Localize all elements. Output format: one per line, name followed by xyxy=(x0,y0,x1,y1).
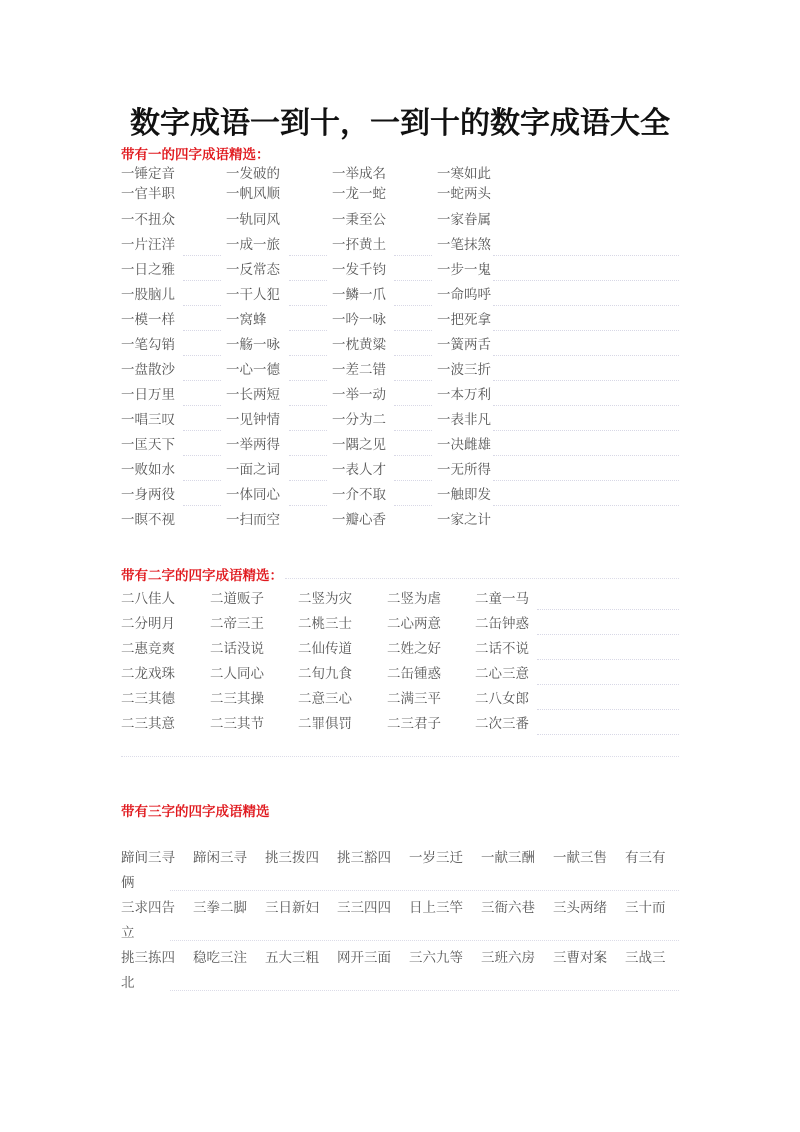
idiom-item: 挑三豁四 xyxy=(337,850,391,866)
dotted-leader xyxy=(170,890,679,891)
dotted-leader xyxy=(289,405,327,406)
dotted-leader xyxy=(183,305,221,306)
idiom-row xyxy=(121,712,679,737)
page-title: 数字成语一到十，一到十的数字成语大全 xyxy=(130,106,670,141)
dotted-leader xyxy=(493,480,679,481)
idiom-item: 一举两得 xyxy=(226,437,280,453)
idiom-paragraph xyxy=(121,846,681,896)
idiom-item: 二三其德 xyxy=(121,691,175,707)
idiom-item: 一岁三迁 xyxy=(409,850,463,866)
idiom-row xyxy=(121,662,679,687)
idiom-item: 稳吃三注 xyxy=(193,950,247,966)
idiom-item: 一决雌雄 xyxy=(437,437,491,453)
dotted-leader xyxy=(289,305,327,306)
idiom-item: 一鳞一爪 xyxy=(332,287,386,303)
idiom-item: 一瓣心香 xyxy=(332,512,386,528)
dotted-leader xyxy=(183,255,221,256)
idiom-item: 二三其节 xyxy=(210,716,264,732)
idiom-item: 一日之雅 xyxy=(121,262,175,278)
idiom-item: 日上三竿 xyxy=(409,900,463,916)
idiom-item: 二分明月 xyxy=(121,616,175,632)
idiom-item: 二心两意 xyxy=(387,616,441,632)
idiom-item: 三战三北 xyxy=(121,950,666,991)
section-heading-three: 带有三字的四字成语精选 xyxy=(121,804,270,820)
dotted-leader xyxy=(183,280,221,281)
dotted-leader xyxy=(183,405,221,406)
idiom-item: 一步一鬼 xyxy=(437,262,491,278)
idiom-item: 一簧两舌 xyxy=(437,337,491,353)
dotted-leader xyxy=(394,355,432,356)
idiom-row xyxy=(121,333,679,358)
dotted-leader xyxy=(289,505,327,506)
idiom-row xyxy=(121,483,679,508)
idiom-item: 一见钟情 xyxy=(226,412,280,428)
idiom-row xyxy=(121,637,679,662)
dotted-leader xyxy=(183,505,221,506)
idiom-item: 一日万里 xyxy=(121,387,175,403)
idiom-item: 一触即发 xyxy=(437,487,491,503)
dotted-leader xyxy=(493,280,679,281)
idiom-row xyxy=(121,233,679,258)
idiom-item: 二三君子 xyxy=(387,716,441,732)
dotted-leader xyxy=(121,756,679,757)
section-heading-two: 带有二字的四字成语精选： xyxy=(121,568,283,584)
dotted-leader xyxy=(183,355,221,356)
dotted-leader xyxy=(493,380,679,381)
idiom-item: 一家眷属 xyxy=(437,212,491,228)
idiom-item: 一帆风顺 xyxy=(226,186,280,202)
idiom-item: 三衙六巷 xyxy=(481,900,535,916)
dotted-leader xyxy=(183,455,221,456)
idiom-item: 一波三折 xyxy=(437,362,491,378)
idiom-row xyxy=(121,383,679,408)
idiom-item: 一差二错 xyxy=(332,362,386,378)
idiom-row xyxy=(121,508,679,533)
idiom-item: 二惠竞爽 xyxy=(121,641,175,657)
idiom-item: 三头两绪 xyxy=(553,900,607,916)
idiom-item: 二缶锺惑 xyxy=(387,666,441,682)
dotted-leader xyxy=(394,405,432,406)
idiom-item: 三六九等 xyxy=(409,950,463,966)
idiom-item: 一发千钧 xyxy=(332,262,386,278)
dotted-leader xyxy=(289,255,327,256)
idiom-item: 一表非凡 xyxy=(437,412,491,428)
dotted-leader xyxy=(537,634,679,635)
idiom-item: 一无所得 xyxy=(437,462,491,478)
dotted-leader xyxy=(537,709,679,710)
idiom-item: 二姓之好 xyxy=(387,641,441,657)
idiom-item: 二三其意 xyxy=(121,716,175,732)
idiom-item: 二次三番 xyxy=(475,716,529,732)
idiom-item: 一吟一咏 xyxy=(332,312,386,328)
idiom-item: 挑三拨四 xyxy=(265,850,319,866)
dotted-leader xyxy=(183,430,221,431)
idiom-item: 三曹对案 xyxy=(553,950,607,966)
dotted-leader xyxy=(183,480,221,481)
idiom-item: 一献三酬 xyxy=(481,850,535,866)
idiom-paragraph xyxy=(121,946,681,996)
idiom-item: 一心一德 xyxy=(226,362,280,378)
idiom-item: 二八女郎 xyxy=(475,691,529,707)
idiom-item: 二满三平 xyxy=(387,691,441,707)
idiom-item: 一锤定音 xyxy=(121,166,175,182)
dotted-leader xyxy=(493,305,679,306)
section-heading-one: 带有一的四字成语精选： xyxy=(121,147,270,163)
dotted-leader xyxy=(537,684,679,685)
idiom-row xyxy=(121,687,679,712)
dotted-leader xyxy=(183,380,221,381)
idiom-item: 一笔抹煞 xyxy=(437,237,491,253)
dotted-leader xyxy=(493,330,679,331)
idiom-item: 网开三面 xyxy=(337,950,391,966)
idiom-item: 一命呜呼 xyxy=(437,287,491,303)
dotted-leader xyxy=(537,609,679,610)
idiom-item: 一官半职 xyxy=(121,186,175,202)
idiom-row xyxy=(121,308,679,333)
dotted-leader xyxy=(289,480,327,481)
idiom-item: 一举成名 xyxy=(332,166,386,182)
idiom-item: 一不扭众 xyxy=(121,212,175,228)
idiom-item: 二话没说 xyxy=(210,641,264,657)
idiom-item: 一长两短 xyxy=(226,387,280,403)
dotted-leader xyxy=(394,380,432,381)
idiom-item: 一献三售 xyxy=(553,850,607,866)
idiom-item: 三三四四 xyxy=(337,900,391,916)
dotted-leader xyxy=(394,330,432,331)
idiom-row xyxy=(121,433,679,458)
idiom-item: 二帝三王 xyxy=(210,616,264,632)
idiom-item: 二缶钟惑 xyxy=(475,616,529,632)
idiom-item: 三日新妇 xyxy=(265,900,319,916)
idiom-row xyxy=(121,458,679,483)
idiom-item: 一枕黄粱 xyxy=(332,337,386,353)
idiom-item: 一片汪洋 xyxy=(121,237,175,253)
dotted-leader xyxy=(394,480,432,481)
idiom-item: 二人同心 xyxy=(210,666,264,682)
idiom-item: 三十而立 xyxy=(121,900,666,941)
idiom-row xyxy=(121,358,679,383)
idiom-item: 一窝蜂 xyxy=(226,312,267,328)
idiom-item: 一把死拿 xyxy=(437,312,491,328)
idiom-item: 三求四告 xyxy=(121,900,175,916)
idiom-row xyxy=(121,283,679,308)
idiom-item: 二竖为灾 xyxy=(298,591,352,607)
dotted-leader xyxy=(394,430,432,431)
idiom-item: 二竖为虐 xyxy=(387,591,441,607)
idiom-item: 一寒如此 xyxy=(437,166,491,182)
dotted-leader xyxy=(394,255,432,256)
idiom-item: 一唱三叹 xyxy=(121,412,175,428)
idiom-item: 一瞑不视 xyxy=(121,512,175,528)
dotted-leader xyxy=(183,330,221,331)
idiom-item: 一模一样 xyxy=(121,312,175,328)
idiom-item: 二桃三士 xyxy=(298,616,352,632)
dotted-leader xyxy=(289,330,327,331)
idiom-item: 一分为二 xyxy=(332,412,386,428)
idiom-item: 一面之词 xyxy=(226,462,280,478)
dotted-leader xyxy=(493,430,679,431)
idiom-item: 一抔黄土 xyxy=(332,237,386,253)
dotted-leader xyxy=(537,659,679,660)
dotted-leader xyxy=(394,280,432,281)
idiom-item: 一败如水 xyxy=(121,462,175,478)
idiom-item: 二罪俱罚 xyxy=(298,716,352,732)
dotted-leader xyxy=(493,255,679,256)
idiom-item: 二三其操 xyxy=(210,691,264,707)
idiom-item: 一发破的 xyxy=(226,166,280,182)
idiom-row xyxy=(121,408,679,433)
idiom-item: 一表人才 xyxy=(332,462,386,478)
idiom-row xyxy=(121,612,679,637)
idiom-item: 一蛇两头 xyxy=(437,186,491,202)
idiom-item: 二八佳人 xyxy=(121,591,175,607)
dotted-leader xyxy=(493,405,679,406)
idiom-item: 一反常态 xyxy=(226,262,280,278)
idiom-item: 一秉至公 xyxy=(332,212,386,228)
idiom-item: 一介不取 xyxy=(332,487,386,503)
idiom-item: 一体同心 xyxy=(226,487,280,503)
idiom-row xyxy=(121,258,679,283)
idiom-item: 一成一旅 xyxy=(226,237,280,253)
idiom-item: 一隅之见 xyxy=(332,437,386,453)
idiom-item: 一干人犯 xyxy=(226,287,280,303)
idiom-item: 一本万利 xyxy=(437,387,491,403)
idiom-item: 三班六房 xyxy=(481,950,535,966)
idiom-item: 一轨同风 xyxy=(226,212,280,228)
idiom-row xyxy=(121,587,679,612)
dotted-leader xyxy=(394,505,432,506)
idiom-item: 一龙一蛇 xyxy=(332,186,386,202)
idiom-item: 一举一动 xyxy=(332,387,386,403)
idiom-item: 一盘散沙 xyxy=(121,362,175,378)
dotted-leader xyxy=(289,280,327,281)
idiom-item: 一匡天下 xyxy=(121,437,175,453)
dotted-leader xyxy=(285,578,679,579)
idiom-item: 一觞一咏 xyxy=(226,337,280,353)
dotted-leader xyxy=(289,380,327,381)
idiom-item: 二童一马 xyxy=(475,591,529,607)
dotted-leader xyxy=(170,940,679,941)
idiom-paragraph xyxy=(121,896,681,946)
idiom-item: 一扫而空 xyxy=(226,512,280,528)
dotted-leader xyxy=(289,430,327,431)
idiom-item: 有三有俩 xyxy=(121,850,666,891)
idiom-item: 二龙戏珠 xyxy=(121,666,175,682)
dotted-leader xyxy=(537,734,679,735)
dotted-leader xyxy=(394,305,432,306)
dotted-leader xyxy=(289,355,327,356)
idiom-row xyxy=(121,208,679,233)
idiom-item: 挑三拣四 xyxy=(121,950,175,966)
idiom-item: 一身两役 xyxy=(121,487,175,503)
dotted-leader xyxy=(493,355,679,356)
idiom-item: 一家之计 xyxy=(437,512,491,528)
dotted-leader xyxy=(170,990,679,991)
dotted-leader xyxy=(493,505,679,506)
idiom-row xyxy=(121,182,679,207)
idiom-item: 蹄闲三寻 xyxy=(193,850,247,866)
idiom-item: 三拳二脚 xyxy=(193,900,247,916)
idiom-item: 二仙传道 xyxy=(298,641,352,657)
idiom-item: 二话不说 xyxy=(475,641,529,657)
idiom-item: 蹄间三寻 xyxy=(121,850,175,866)
idiom-item: 二意三心 xyxy=(298,691,352,707)
idiom-item: 二道贩子 xyxy=(210,591,264,607)
dotted-leader xyxy=(394,455,432,456)
idiom-item: 二心三意 xyxy=(475,666,529,682)
idiom-item: 一股脑儿 xyxy=(121,287,175,303)
dotted-leader xyxy=(493,455,679,456)
idiom-item: 一笔勾销 xyxy=(121,337,175,353)
idiom-item: 二旬九食 xyxy=(298,666,352,682)
dotted-leader xyxy=(289,455,327,456)
idiom-item: 五大三粗 xyxy=(265,950,319,966)
